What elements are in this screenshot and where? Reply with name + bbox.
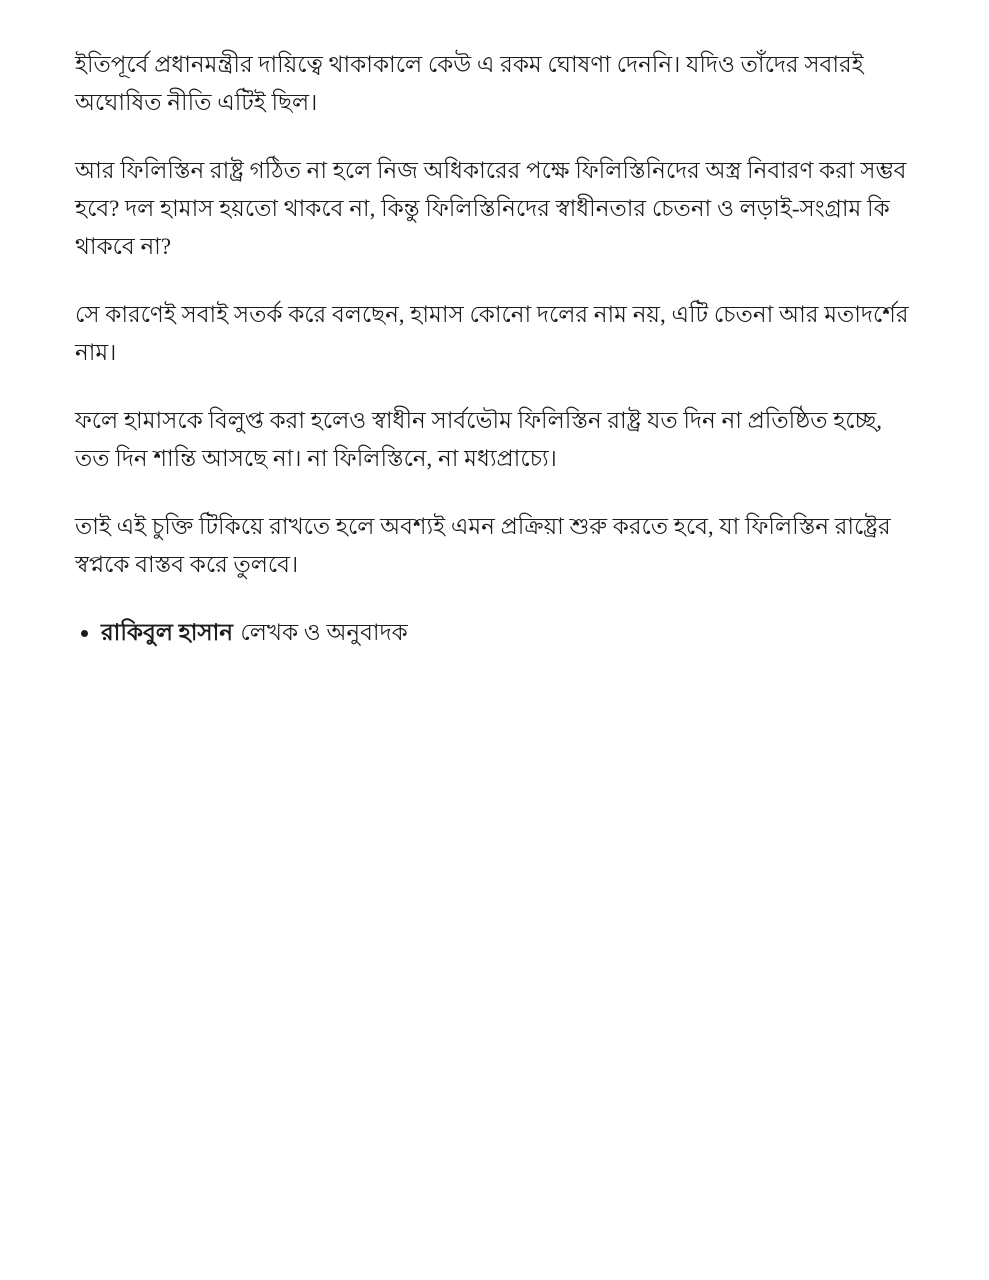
- author-byline-list: [75, 614, 915, 652]
- paragraph-5: তাই এই চুক্তি টিকিয়ে রাখতে হলে অবশ্যই এমন প্রক্রিয়া শুরু করতে হবে, যা ফিলিস্তিন রাষ্ট্রের স্বপ্নকে বাস্তব করে তুলবে।: [75, 514, 891, 577]
- author-name: রাকিবুল হাসান: [101, 620, 234, 645]
- author-role: লেখক ও অনুবাদক: [240, 620, 408, 645]
- paragraph-2: আর ফিলিস্তিন রাষ্ট্র গঠিত না হলে নিজ অধিকারের পক্ষে ফিলিস্তিনিদের অস্ত্র নিবারণ করা সম্ভব হবে? দল হামাস হয়তো থাকবে না, কিন্তু ফিলিস্তিনিদের স্বাধীনতার চেতনা ও লড়াই-সংগ্রাম কি থাকবে না?: [75, 158, 907, 259]
- paragraph-1: ইতিপূর্বে প্রধানমন্ত্রীর দায়িত্বে থাকাকালে কেউ এ রকম ঘোষণা দেননি। যদিও তাঁদের সবারই অঘোষিত নীতি এটিই ছিল।: [75, 52, 864, 115]
- author-byline-item: [101, 614, 915, 652]
- paragraph-3: সে কারণেই সবাই সতর্ক করে বলছেন, হামাস কোনো দলের নাম নয়, এটি চেতনা আর মতাদর্শের নাম।: [75, 302, 909, 365]
- paragraph-4: ফলে হামাসকে বিলুপ্ত করা হলেও স্বাধীন সার্বভৌম ফিলিস্তিন রাষ্ট্র যত দিন না প্রতিষ্ঠিত হচ্ছে, তত দিন শান্তি আসছে না। না ফিলিস্তিনে, না মধ্যপ্রাচ্যে।: [75, 408, 883, 471]
